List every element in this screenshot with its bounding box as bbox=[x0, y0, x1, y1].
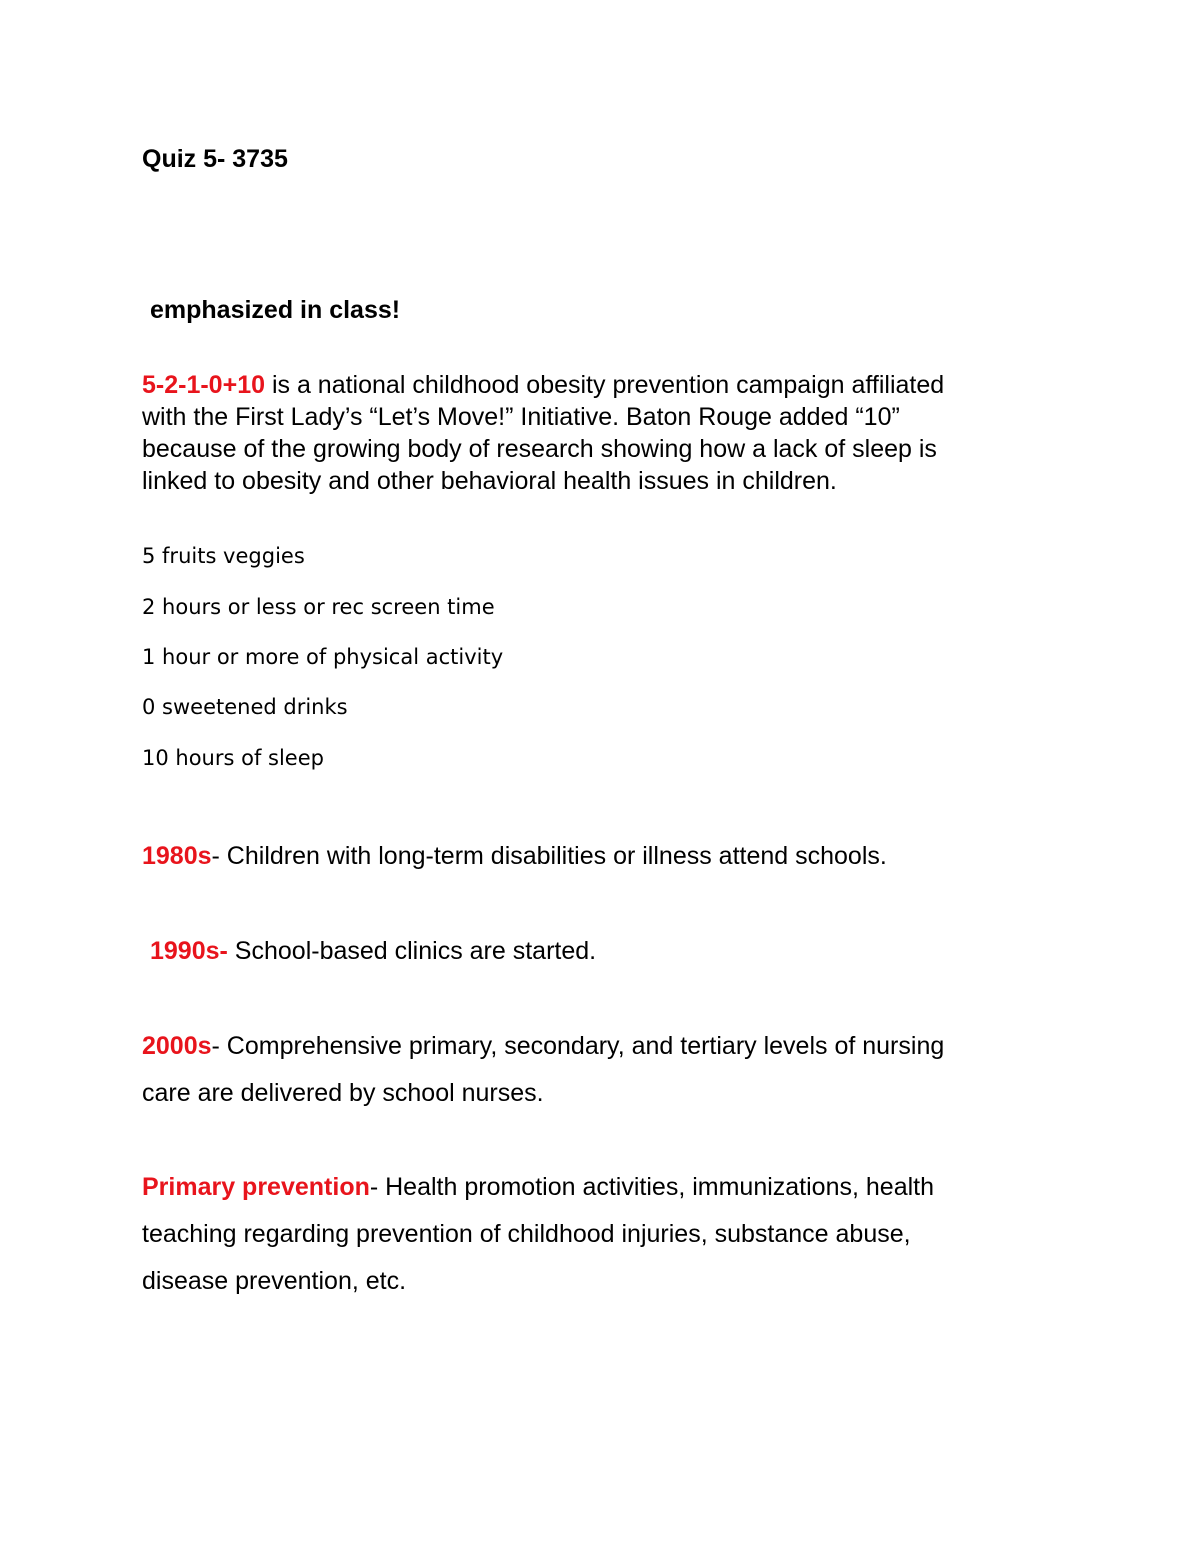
intro-line-1 bbox=[142, 369, 1042, 401]
intro-paragraph bbox=[142, 369, 1042, 497]
history-dash: - bbox=[211, 1032, 220, 1060]
intro-line-3: because of the growing body of research showing how a lack of sleep is bbox=[142, 435, 937, 463]
emphasis-note: emphasized in class! bbox=[150, 296, 401, 324]
primary-prevention-line-3: disease prevention, etc. bbox=[142, 1267, 407, 1295]
list-item: 0 sweetened drinks bbox=[142, 695, 348, 719]
list-item: 5 fruits veggies bbox=[142, 544, 305, 568]
history-label-1990s: 1990s- bbox=[150, 937, 228, 965]
history-label-1980s: 1980s bbox=[142, 842, 212, 870]
primary-prevention-label: Primary prevention bbox=[142, 1173, 370, 1201]
history-1990s bbox=[150, 928, 596, 975]
history-text-1980s: Children with long-term disabilities or illness attend schools. bbox=[219, 842, 887, 870]
list-item: 2 hours or less or rec screen time bbox=[142, 595, 495, 619]
campaign-name: 5-2-1-0+10 bbox=[142, 371, 265, 399]
quiz-title: Quiz 5- 3735 bbox=[142, 145, 288, 173]
list-item: 1 hour or more of physical activity bbox=[142, 645, 504, 669]
history-1980s bbox=[142, 833, 887, 880]
primary-prevention-paragraph bbox=[142, 1164, 934, 1305]
primary-prevention-line-1: - Health promotion activities, immunizations, health bbox=[369, 1173, 934, 1201]
intro-line-2: with the First Lady’s “Let’s Move!” Initiative. Baton Rouge added “10” bbox=[142, 403, 900, 431]
intro-line-4: linked to obesity and other behavioral health issues in children. bbox=[142, 467, 837, 495]
history-dash: - bbox=[211, 842, 220, 870]
history-text-1990s: School-based clinics are started. bbox=[227, 937, 597, 965]
history-label-2000s: 2000s bbox=[142, 1032, 212, 1060]
history-text-2000s-cont: care are delivered by school nurses. bbox=[142, 1079, 544, 1107]
intro-line-1-text: is a national childhood obesity prevention campaign affiliated bbox=[265, 371, 945, 399]
history-2000s bbox=[142, 1023, 944, 1117]
primary-prevention-line-2: teaching regarding prevention of childhood injuries, substance abuse, bbox=[142, 1220, 911, 1248]
history-text-2000s: Comprehensive primary, secondary, and tertiary levels of nursing bbox=[219, 1032, 945, 1060]
list-item: 10 hours of sleep bbox=[142, 746, 324, 770]
